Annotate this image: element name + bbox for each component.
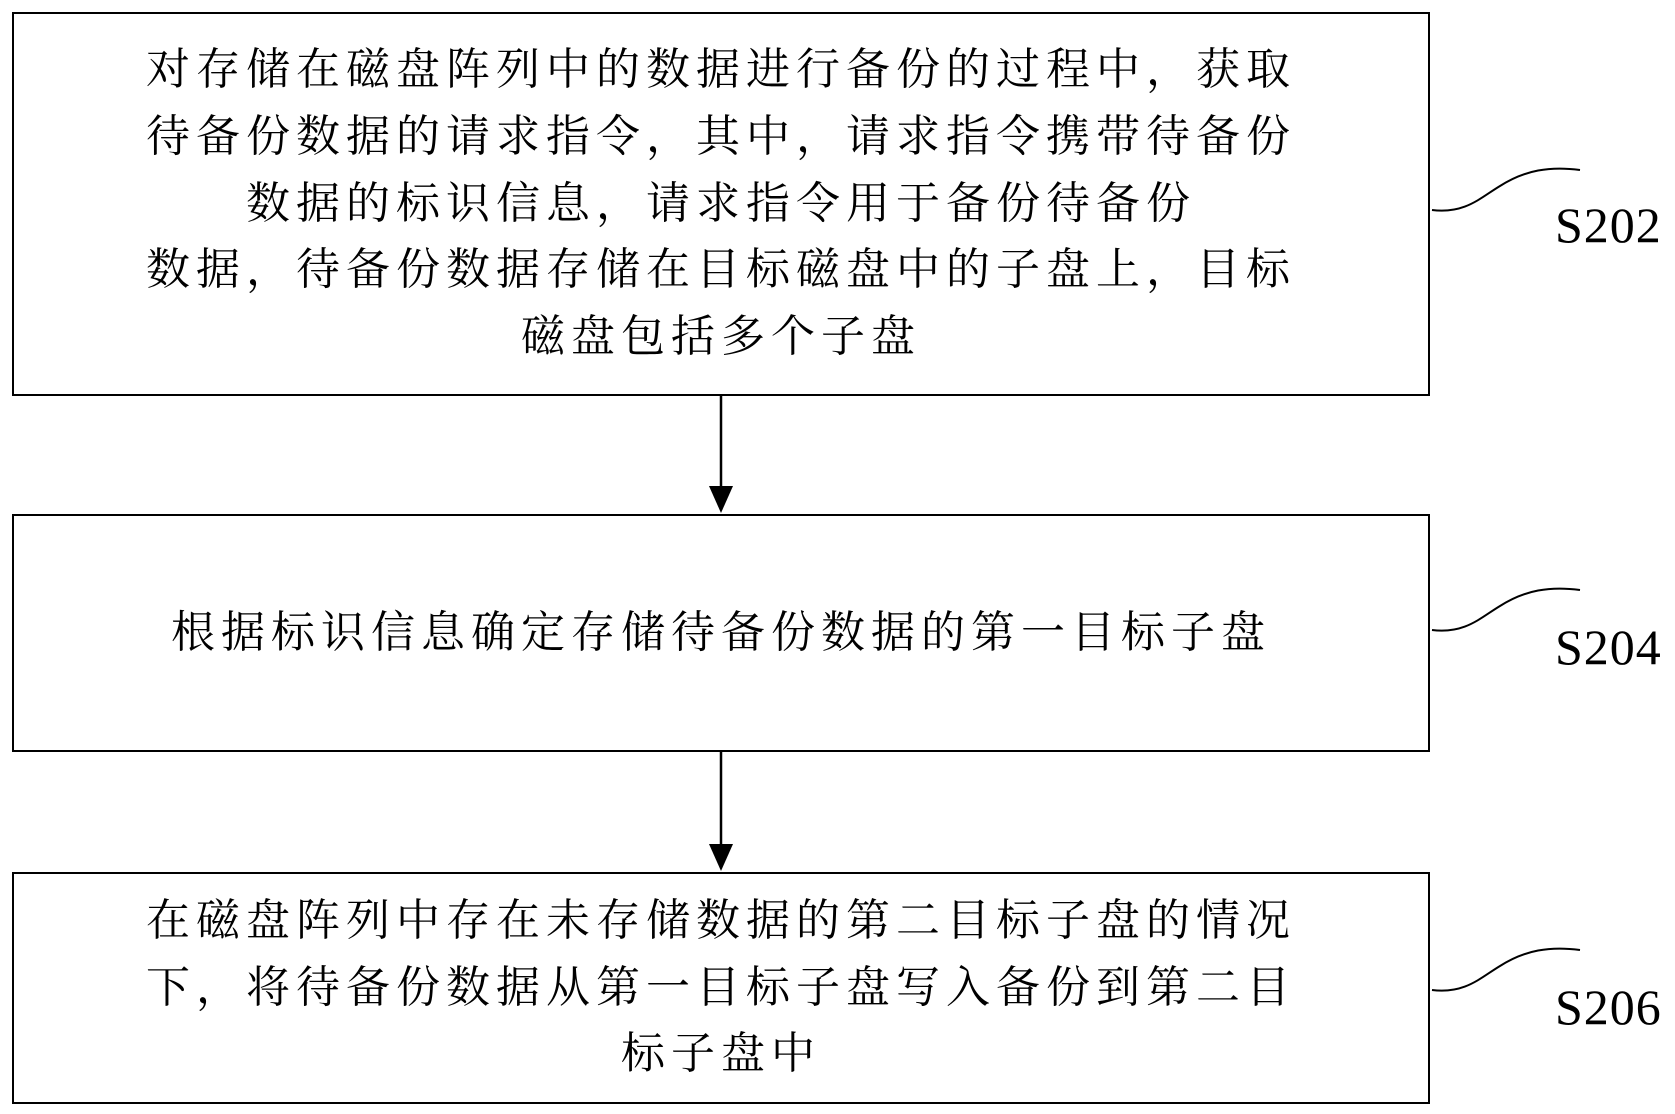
step-line: 根据标识信息确定存储待备份数据的第一目标子盘 [171,606,1271,658]
step-line: 磁盘包括多个子盘 [521,311,921,363]
step-line: 在磁盘阵列中存在未存储数据的第二目标子盘的情况 [146,894,1296,946]
flow-arrow-2-head [709,844,733,871]
step-line: 待备份数据的请求指令，其中，请求指令携带待备份 [146,110,1296,162]
step-label-s206: S206 [1555,979,1662,1035]
step-line: 对存储在磁盘阵列中的数据进行备份的过程中，获取 [146,43,1296,95]
step-line: 标子盘中 [621,1028,821,1080]
flow-arrow-1-head [709,486,733,513]
step-line: 数据的标识信息，请求指令用于备份待备份 [246,177,1196,229]
step-line: 数据，待备份数据存储在目标磁盘中的子盘上，目标 [146,244,1296,296]
step-label-s204: S204 [1555,619,1662,675]
step-line: 下，将待备份数据从第一目标子盘写入备份到第二目 [146,961,1296,1013]
step-label-s202: S202 [1555,197,1662,253]
